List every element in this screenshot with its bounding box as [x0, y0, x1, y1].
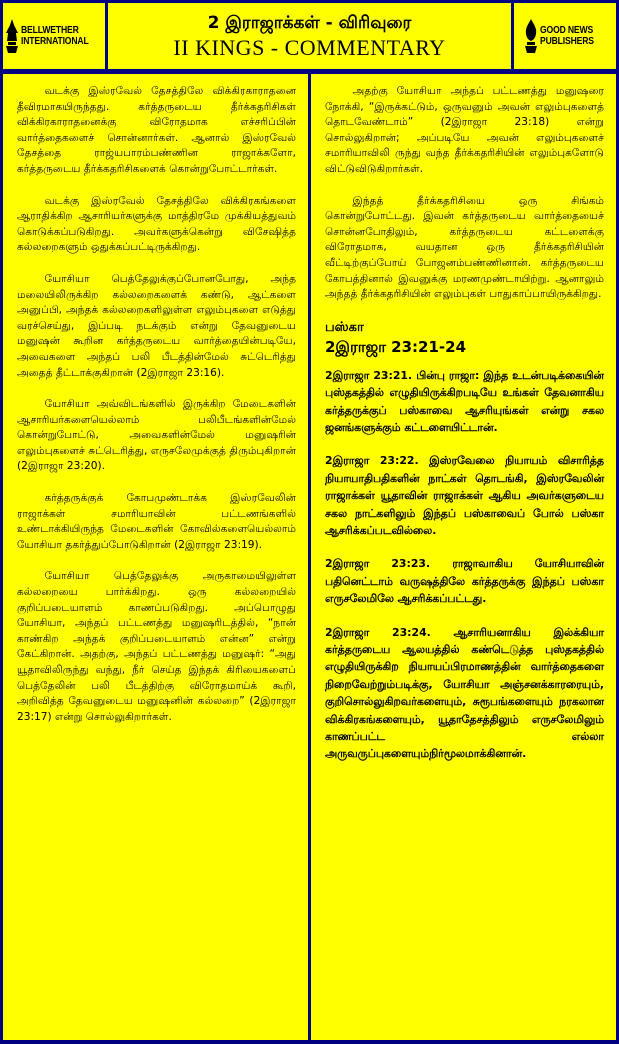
paragraph: வடக்கு இஸ்ரவேல் தேசத்திலே விக்கிரகாராதனை தீவிரமாகயிருந்தது. கர்த்தருடைய தீர்க்கதரிசிகள் விக்கிரகாராதனைக்கு விரோதமாக எச்சரிப்பின் வார்த்தைகளைச் சொன்னார்கள். ஆனால் இஸ்ரவேல் தேசத்தை ராஜ்யபாரம்பண்ணின ராஜாக்களோ, கர்த்தருடைய தீர்க்கதரிசிகளைக் கொன்றுபோட்டார்கள். [17, 85, 296, 175]
verse: 2இராஜா 23:21. பின்பு ராஜா: இந்த உடன்படிக்கையின் புஸ்தகத்தில் எழுதியிருக்கிறபடியே உங்கள் தேவனாகிய கர்த்தருக்குப் பஸ்காவை ஆசரியுங்கள் என்று சகல ஜனங்களுக்கும் கட்டளையிட்டான். [325, 368, 604, 434]
verse: 2இராஜா 23:22. இஸ்ரவேலை நியாயம் விசாரித்த நியாயாதிபதிகளின் நாட்கள் தொடங்கி, இஸ்ரவேலின் ராஜாக்கள் யூதாவின் ராஜாக்கள் ஆகிய அவர்களுடைய சகல நாட்களிலும் இந்தப் பஸ்காவைப் போல் பஸ்கா ஆசரிக்கப்படவில்லை. [325, 454, 604, 537]
title-english: II KINGS - COMMENTARY [173, 35, 446, 60]
page-header [108, 3, 511, 69]
section-title: பஸ்கா [325, 319, 364, 335]
verse: 2இராஜா 23:24. ஆசாரியனாகிய இல்க்கியா கர்த்தருடைய ஆலயத்தில் கண்டெடுத்த புஸ்தகத்தில் எழுதியிருக்கிற நியாயப்பிரமாணத்தின் வார்த்தைகளை நிறைவேற்றும்படிக்கு, யோசியா அஞ்சனக்காரரையும், குறிசொல்லுகிறவர்களையும், சுரூபங்களையும் நரகலான விக்கிரகங்களையும், யூதாதேசத்திலும் எருசலேமிலும் காணப்பட்ட எல்லா அருவருப்புகளையும்நிர்மூலமாக்கினான். [325, 625, 604, 761]
paragraph: யோசியா பெத்தேலுக்கு அருகாமையிலுள்ள கல்லறையை பார்க்கிறது. ஒரு கல்லறையில் குறிப்படையாளம் காணப்படுகிறது. அப்பொழுது யோசியா, அந்தப் பட்டணத்து மனுஷரிடத்தில், “நான் காண்கிற அந்தக் குறிப்படையாளம் என்ன” என்று கேட்கிறான். அதற்கு, அந்தப் பட்டணத்து மனுஷர்: “அது யூதாவிலிருந்து வந்து, நீர் செய்த இந்தக் கிரியைகளைப் பெத்தேலின் பலி பீடத்திற்கு விரோதமாய்க் கூறி, அறிவித்த தேவனுடைய மனுஷனின் கல்லறை” (2இராஜா 23:17) என்று சொல்லுகிறார்கள். [17, 570, 296, 723]
paragraph: யோசியா பெத்தேலுக்குப்போனபோது, அந்த மலையிலிருக்கிற கல்லறைகளைக் கண்டு, ஆட்களை அனுப்பி, அந்தக் கல்லறைகளிலுள்ள எலும்புகளை எடுத்து வரச்செய்து, இப்படி நடக்கும் என்று தேவனுடைய மனுஷன் கூறின கர்த்தருடைய வார்த்தையின்படியே, அவைகளை அந்தப் பலி பீடத்தின்மேல் சுட்டெரித்து அதைத் தீட்டாக்குகிறான் (2இராஜா 23:16). [17, 272, 296, 379]
paragraph: கர்த்தருக்குக் கோபமுண்டாக்க இஸ்ரவேலின் ராஜாக்கள் சமாரியாவின் பட்டணங்களில் உண்டாக்கியிருந்த மேடைகளின் கோவில்களையெல்லாம் யோசியா தகர்த்துப்போடுகிறான் (2இராஜா 23:19). [17, 492, 296, 551]
good-news-logo-text: GOOD NEWS PUBLISHERS [540, 24, 595, 47]
title-tamil: 2 இராஜாக்கள் - விரிவுரை [207, 13, 412, 33]
verse: 2இராஜா 23:23. ராஜாவாகிய யோசியாவின் பதினெட்டாம் வருஷத்திலே கர்த்தருக்கு இந்தப் பஸ்கா எருசலேமிலே ஆசரிக்கப்பட்டது. [325, 557, 604, 606]
flame-icon [524, 19, 538, 53]
paragraph: வடக்கு இஸ்ரவேல் தேசத்திலே விக்கிரகங்களை ஆராதிக்கிற ஆசாரியர்களுக்கு மாத்திரமே முக்கியத்துவம் கொடுக்கப்படுகிறது. அவர்களுக்கென்று விசேஷித்த கல்லறைகளும் ஒதுக்கப்பட்டிருக்கிறது. [17, 194, 296, 254]
paragraph: யோசியா அவ்விடங்களில் இருக்கிற மேடைகளின் ஆசாரியர்களையெல்லாம் பலிபீடங்களின்மேல் கொன்றுபோட்டு, அவைகளின்மேல் மனுஷரின் எலும்புகளைச் சுட்டெரித்து, எருசலேமுக்குத் திரும்புகிறான் (2இராஜா 23:20). [17, 398, 296, 473]
good-news-logo [514, 3, 616, 69]
right-column [311, 74, 616, 1040]
bellwether-logo-text: BELLWETHER INTERNATIONAL [20, 24, 89, 47]
paragraph: அதற்கு யோசியா அந்தப் பட்டணத்து மனுஷரை நோக்கி, “இருக்கட்டும், ஒருவனும் அவன் எலும்புகளைத் தொடவேண்டாம்” (2இராஜா 23:18) என்று சொல்லுகிறான்; அப்படியே அவன் எலும்புகளைச் சமாரியாவிலி ருந்து வந்த தீர்க்கதரிசியின் எலும்புகளோடு விட்டுவிடுகிறார்கள். [325, 85, 604, 175]
paragraph: இந்தத் தீர்க்கதரிசியை ஒரு சிங்கம் கொன்றுபோட்டது. இவன் கர்த்தருடைய வார்த்தையைச் சொன்னபோதிலும், கர்த்தருடைய கட்டளைக்கு விரோதமாக, வயதான ஒரு தீர்க்கதரிசியின் வீட்டிற்குப்போய் போஜனம்பண்ணினான். கர்த்தருடைய கோபத்தினால் இவனுக்கு மரணமுண்டாயிற்று. ஆனாலும் அந்தத் தீர்க்கதரிசியின் எலும்புகள் பாதுகாப்பாயிருக்கிறது. [325, 194, 604, 301]
bellwether-logo [3, 3, 105, 69]
left-column [3, 74, 308, 1040]
bell-ram-icon [5, 19, 19, 53]
section-reference: 2இராஜா 23:21-24 [325, 337, 467, 356]
